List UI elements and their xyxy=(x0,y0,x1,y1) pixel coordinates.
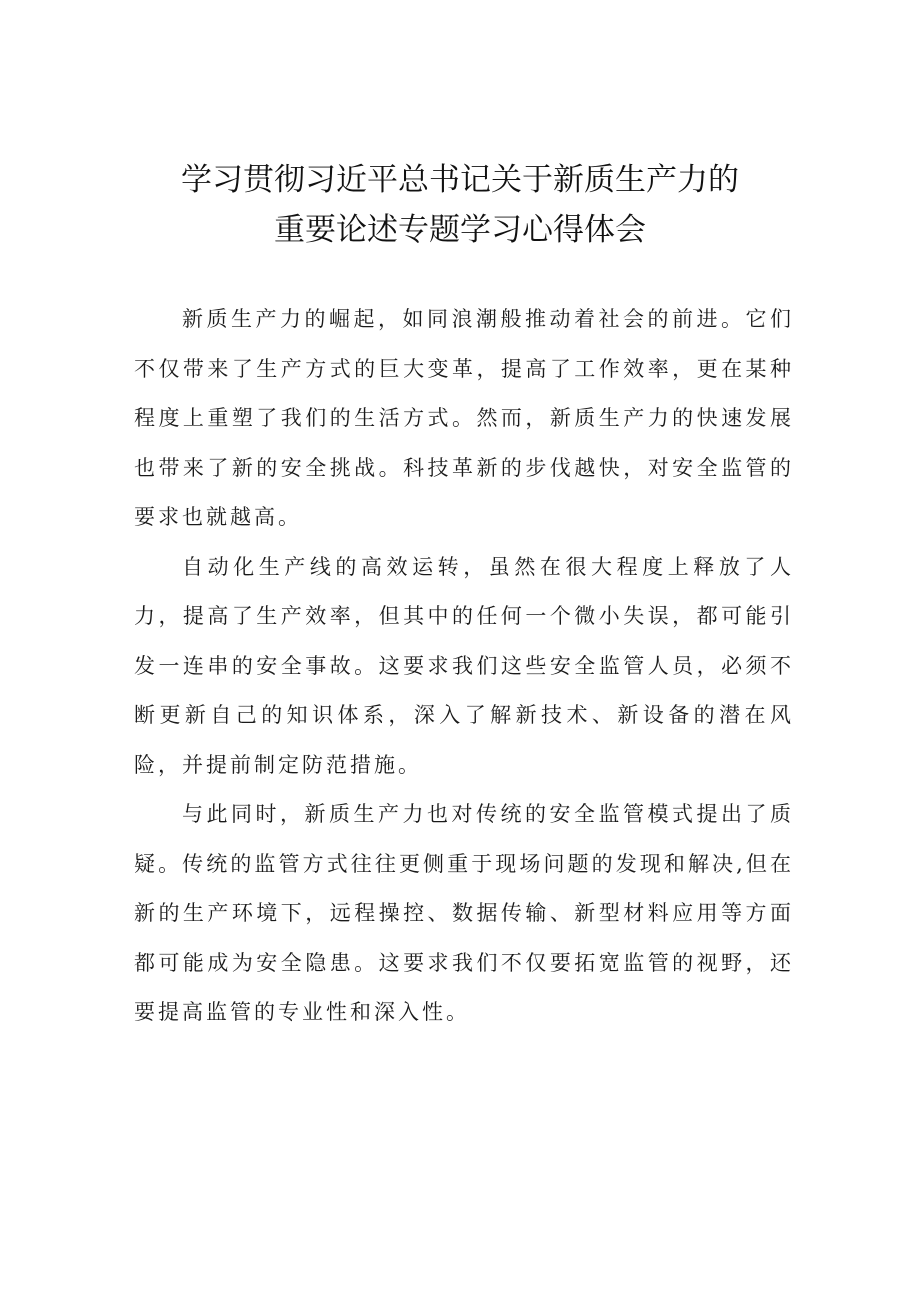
paragraph: 新质生产力的崛起，如同浪潮般推动着社会的前进。它们不仅带来了生产方式的巨大变革，提高了工作效率，更在某种程度上重塑了我们的生活方式。然而，新质生产力的快速发展也带来了新的安全挑战。科技革新的步伐越快，对安全监管的要求也就越高。 xyxy=(134,307,794,529)
document-title xyxy=(0,155,920,255)
paragraph: 与此同时，新质生产力也对传统的安全监管模式提出了质疑。传统的监管方式往往更侧重于现场问题的发现和解决,但在新的生产环境下，远程操控、数据传输、新型材料应用等方面都可能成为安全隐患。这要求我们不仅要拓宽监管的视野，还要提高监管的专业性和深入性。 xyxy=(134,802,794,1024)
title-line-2: 重要论述专题学习心得体会 xyxy=(274,212,646,248)
paragraph: 自动化生产线的高效运转，虽然在很大程度上释放了人力，提高了生产效率，但其中的任何一个微小失误，都可能引发一连串的安全事故。这要求我们这些安全监管人员，必须不断更新自己的知识体系，深入了解新技术、新设备的潜在风险，并提前制定防范措施。 xyxy=(134,554,794,777)
document-body xyxy=(134,295,794,1038)
title-line-1: 学习贯彻习近平总书记关于新质生产力的 xyxy=(181,162,739,198)
